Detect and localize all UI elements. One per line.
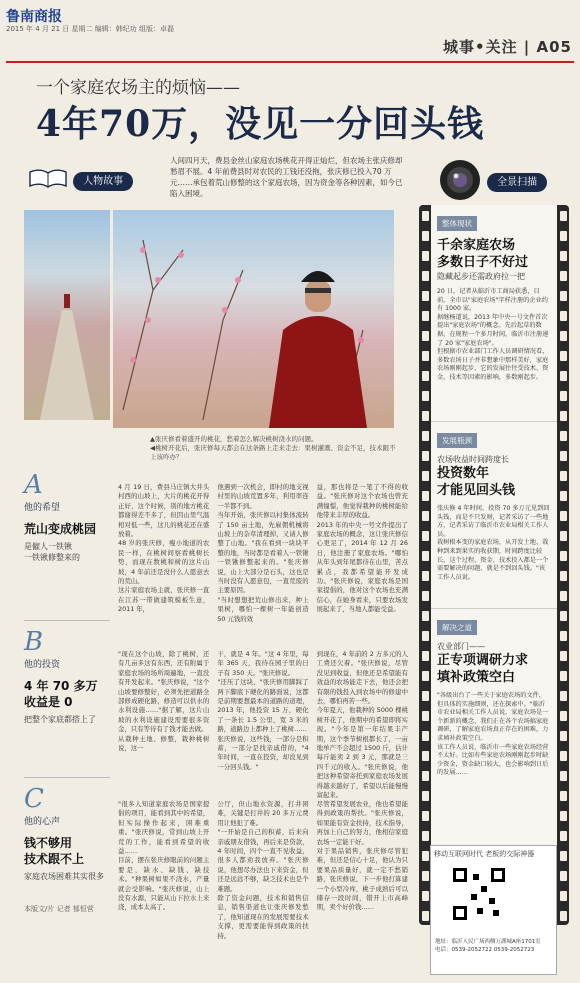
film-strip-sidebar (419, 205, 569, 925)
header-rule (6, 61, 574, 63)
film-section-body: 张庆修 4 年时间，投资 70 多万元见到回头钱，而是不只发财，记者采访了一些地方，记者采访了临沂市农业局相关工作人员。 栽树根本变的家庭农场，从开发土地、栽种到来到果实的收获期，时间跨度比较长，这个过程，资金、技术投入都是一个需要解决的问题，就是不到回头钱。"该工作人员说。 (437, 505, 550, 581)
film-perforation (422, 311, 429, 321)
film-section-tag: 发展瓶颈 (437, 433, 477, 448)
film-perforation (422, 871, 429, 881)
body-column: 他遇到一次机会，即村的地支视村里的山坡荒置多年，利用率连一半都不到。 当年开始，张庆修以村集体流转了 150 亩土地，先雇佣机械将山坡上的杂草清理掉，又请人修整了山地。"我在看到一块块平整的地，当时都是看着人一铁锹一铁锹修整起来的。"张庆修说，山上大部分是石头，这也是当时没有人愿意包，一直荒废的主要原因。 "当时想想把荒山修出来，种上果树，哪怕一棵树一年能创造 50 元钱的效 (217, 483, 309, 623)
film-perforation (560, 691, 567, 701)
film-perforation (422, 751, 429, 761)
film-perforation (422, 431, 429, 441)
headline: 4年70万，没见一分回头钱 (36, 103, 485, 145)
film-perforation (422, 611, 429, 621)
film-perforation (560, 891, 567, 901)
dateline: 2015 年 4 月 21 日 星期二 编辑：韩纪功 组版：卓磊 (6, 25, 174, 33)
photo-caption (150, 435, 400, 462)
key-point-c-label: 他的心声 (24, 817, 61, 827)
ad-address: 地址：临沂人民广场西侧万湖城A座1701室 (435, 939, 541, 945)
film-perforation (422, 551, 429, 561)
film-perforation (422, 331, 429, 341)
film-perforation (422, 711, 429, 721)
section-label: 城事•关注 | A05 (443, 38, 572, 56)
body-column: "现在这个山坡，除了桃树，还有几亩多这有东西，还有附属于家庭农场的场所周遍地，一直没有开发起来。"张庆修说，"这个山坡要修整好，必须先把道路全部修成硬化路，修造可以供水的水利设施……"据了解，这片山坡的水利设施建设需要很多资金，只有等待有了钱才能去做。 从栽种土地、修整，栽种桃树说，这一 (118, 650, 210, 753)
film-perforation (560, 371, 567, 381)
film-perforation (422, 491, 429, 501)
film-section-body: 20 日，记者从临沂市工商局获悉，目前，全市以"家庭农场"字样注册的企业约有 1000 家。 据继杨道说，2013 年中央一号文件首次提出"家庭农场"的概念。先后起草的数据，在规程一个多月时间，临沂市注册递了 20 家"家庭农场"。 但根据市农业部门工作人员调研情况看，多数农场日子并非想象中那样美好，家庭农场刚刚起步，它的发展往往受技术、资金、技术等因素的影响，多数刚起步。 (437, 288, 549, 381)
caption-2: ◀桃树开花后，张庆修每天都会在这条路上走来走去：果树灌溉、资金不足，技术跟不上该咋办？ (150, 444, 396, 461)
key-point-a-sm: 是僱人一铁锹 一铁锹修整来的 (24, 542, 80, 562)
film-perforation (422, 651, 429, 661)
film-section-solution (431, 608, 557, 845)
film-perforation (560, 911, 567, 921)
film-perforation (422, 891, 429, 901)
film-perforation (560, 711, 567, 721)
film-perforation (560, 231, 567, 241)
body-column: 尽管希望发展农业，他也希望能得到政策的帮扶。"张庆修说，如果能有资金扶持，技术指导，再加上自己的努力，他相信家庭农场一定能干好。 对于果品销售，张庆修尽管犯难，但还是信心十足，他认为只要果品质量好，就一定不愁销路，张庆修说，下一步他打算建一个小型冷库，桃子成熟后可以储存一段时间，错开上市高峰期，卖个好价钱…… (316, 800, 408, 912)
intro-paragraph: 人间四月天，费县金丝山家庭农场桃花开得正灿烂，但农场主张庆修却愁眉不展。4 年前费县时对农民的工钱还没拖，张庆修已投入70 万元……承包着荒山修整的这个家庭农场，因为资金等各种因素，如今已陷入困境。 (170, 156, 403, 198)
road-illustration (24, 210, 110, 420)
film-perforation (560, 411, 567, 421)
film-perforation (422, 471, 429, 481)
body-column: 益，那也将是一笔了不得的收益。"张庆修对这个农场也曾充满憧憬，他觉得栽种的桃树能给他带来丰厚的收益。 2013 年的中央一号文件提出了家庭农场的概念，这让张庆修信心更足了，2014 年 12 月 26 日，他注册了家庭农场。"哪怕从年头到年尾都待在山里，苦点累点，我都希望能开发成功。"张庆修说，家庭农场是国家提倡的，他对这个农场也充满信心，在她身看来，只要农场发展起来了，当地人都能受益。 (316, 483, 408, 614)
farmer-figure (64, 294, 70, 308)
key-point-a (24, 470, 110, 620)
film-perforation (560, 531, 567, 541)
film-perforation (560, 811, 567, 821)
film-perforation (560, 251, 567, 261)
film-strip-content (431, 205, 557, 925)
film-section-pre: 农场收益时间跨度长 (437, 455, 509, 464)
film-perforation (560, 331, 567, 341)
film-perforation (422, 771, 429, 781)
film-section-head: 正专项调研力求 填补政策空白 (437, 653, 529, 685)
film-perforation (560, 391, 567, 401)
story-rubric-label: 人物故事 (73, 172, 133, 191)
farmer-figure-main (263, 240, 373, 428)
film-perforation (422, 731, 429, 741)
key-point-b-sm: 把整个家底都搭上了 (24, 715, 96, 724)
film-perforation (560, 591, 567, 601)
body-row-2 (118, 650, 408, 800)
film-perforation (422, 911, 429, 921)
film-perforation (560, 831, 567, 841)
film-perforation (422, 371, 429, 381)
film-perforation (560, 751, 567, 761)
film-perforation (422, 631, 429, 641)
key-point-b (24, 620, 110, 777)
film-perforation (422, 671, 429, 681)
body-column: 干，就是 4 年。"这 4 年里，每年 365 天，我待在园子里的日子有 350 天。"张庆修说。 "还压了这块，"张庆修用脚踩了两下脚底下硬化的路面说，这都是前期要想最本的道路的道理，2013 年，他投资 15 万，硬化了一条长 1.5 公里，宽 3 米的路，道路边上都种上了桃树…… 张庆修说，这些钱，一部分是积蓄，一部分是找亲戚借的，"4 年时间，一直在投资，却没见到一分回头钱。" (217, 650, 309, 771)
film-section-sub: 隐藏起步还需政府拉一把 (437, 272, 525, 281)
film-perforation (422, 411, 429, 421)
film-section-bottleneck (431, 421, 557, 608)
film-perforation (560, 651, 567, 661)
key-point-c-sm: 家庭农场困难其实很多 (24, 872, 104, 881)
film-perforation (560, 871, 567, 881)
camera-lens-icon (438, 158, 482, 202)
film-perforation (560, 471, 567, 481)
film-section-status (431, 205, 557, 421)
film-section-tag: 整体现状 (437, 216, 477, 231)
key-point-c-letter: C (24, 784, 44, 814)
body-column: 到现在，4 年前的 2 万多元的人工费还欠着。"张庆修说，尽管没见到收益，但他还是希望能有效益的农场能走下去，他还会把有限的钱投入到农场中的修建中去，哪怕再苦一些。 今年夏天，他栽种的 5000 棵桃树开花了，他期中的希望即将实现。"今年是第一年结果丰产期，这个季节树根都长了，一亩地单产不会超过 1500 斤，估计每斤能卖 2 到 3 元，那就是三四千元的收入。"张庆修说，他把这种希望寄托到家庭农场发展得越来越好了，希望以后能慢慢富起来。 (316, 650, 408, 800)
body-row-1 (118, 483, 408, 643)
film-perforation (560, 451, 567, 461)
key-point-a-letter: A (24, 470, 43, 500)
film-perforation (422, 591, 429, 601)
film-perforation (422, 691, 429, 701)
book-icon (28, 168, 68, 190)
film-perforation (422, 451, 429, 461)
key-point-c (24, 777, 110, 904)
ad-contact (435, 938, 553, 954)
film-perforation (422, 511, 429, 521)
orchard-road-photo (24, 210, 110, 420)
masthead: 鲁南商报 (6, 9, 62, 25)
key-point-a-label: 他的希望 (24, 503, 61, 513)
film-perforation (422, 251, 429, 261)
key-point-c-big: 钱不够用 技术跟不上 (24, 836, 85, 866)
film-perforation (422, 291, 429, 301)
qr-advertisement (430, 845, 557, 975)
ad-title: 移动互联网时代 老板的交际神器 (434, 850, 535, 858)
film-perforation (422, 831, 429, 841)
film-perforation (560, 611, 567, 621)
film-perforation (422, 271, 429, 281)
film-perforation (560, 791, 567, 801)
film-section-tag: 解决之道 (437, 620, 477, 635)
caption-1: ▲张庆修看着盛开的桃花，愁着怎么解决桃树浇水的问题。 (150, 435, 318, 443)
body-column: 4 月 19 日，费县马庄镇大井头村西的山坡上，大片的桃花开得正好，这个时候，别的地方桃花都谢得差不多了，但因山里气温相对低一些，这儿的桃花还在盛放着。 48 岁的张庆修，瘦小地道的农民一样，在桃树间察看桃树长势，而现在数桃和树的这片山坡，4 年前还是没什么人愿意去的荒山。 这片家庭农场主就，张庆修一直在江苏一带做建筑模板生意，2011 年， (118, 483, 210, 614)
body-row-3 (118, 800, 408, 975)
film-perforation (560, 851, 567, 861)
film-perforation (560, 211, 567, 221)
film-perforation (422, 211, 429, 221)
film-perforation (560, 551, 567, 561)
film-perforation (422, 531, 429, 541)
film-perforation (560, 311, 567, 321)
film-section-head: 千余家庭农场 多数日子不好过 (437, 238, 529, 270)
body-column: "很多人知道家庭农场是国家提倡的项目，能看到其中的希望，但实际操作起来，困难重重。"张庆修说，常到山坡上开荒的工作，能看到希望的收益…… 目前，摆在张庆修眼前的问题主要是，缺水、缺钱、缺技术。"种果树如果不浇水，产量就会受影响。"张庆修说，山上没有水源，只能从山下拉水上来浇，成本太高了。 (118, 800, 210, 912)
key-point-b-big: 4 年 70 多万 收益是 0 (24, 679, 98, 709)
film-perforation (560, 351, 567, 361)
key-points-sidebar (24, 470, 110, 915)
headline-kicker: 一个家庭农场主的烦恼—— (36, 78, 240, 98)
film-perforation (422, 571, 429, 581)
film-perforation (422, 351, 429, 361)
qr-code-icon (453, 868, 505, 920)
key-point-b-letter: B (24, 627, 44, 657)
ad-phone: 电话：0539-2052722 0539-2052723 (435, 947, 535, 953)
film-perforation (560, 511, 567, 521)
farmer-portrait-photo (113, 210, 394, 428)
film-perforation (560, 571, 567, 581)
film-perforation (560, 291, 567, 301)
film-perforation (560, 771, 567, 781)
story-rubric (28, 168, 133, 190)
film-section-pre: 农业部门—— (437, 642, 485, 651)
key-point-a-big: 荒山变成桃园 (24, 522, 97, 536)
film-perforation (422, 391, 429, 401)
film-perforation (560, 431, 567, 441)
film-section-body: "各级出台了一些关于家庭农场的文件，但具体的实施细则，还在探索中。"临沂市农业局相关工作人员说，家庭农场是一个新新的概念，我们正在各个农场搞家庭调研，了解家庭农场真正存在的困难，力求填补政策空白。 该工作人员说，临沂市一些家庭农场经营不太好。比如有些家庭农场刚刚起步时缺少资金，资金缺口较大，也会影响到日后的发展…… (437, 692, 549, 777)
film-perforation (560, 731, 567, 741)
film-perforation (422, 791, 429, 801)
byline: 本版文/片 记者 郁恒营 (24, 905, 94, 913)
film-perforation (560, 671, 567, 681)
scan-rubric (438, 158, 547, 202)
scan-rubric-label: 全景扫描 (487, 173, 547, 192)
film-perforation (422, 231, 429, 241)
film-perforation (560, 491, 567, 501)
film-section-head: 投资数年 才能见回头钱 (437, 466, 516, 498)
film-perforation (560, 631, 567, 641)
film-perforation (560, 271, 567, 281)
film-perforation (422, 851, 429, 861)
key-point-b-label: 他的投资 (24, 660, 61, 670)
body-column: 公厅，但山地水资源，打井困难，关键是打井的 20 多万元费用让他犯了难。 "一开始是自己的积蓄，后来向亲戚朋友借钱，再后来是贷款，4 年时间，四个一直不见收益，很多人都劝我放弃。"张庆修说，他想尽办法也下来资金，但还是远远不够，缺乏技术也是个难题。 除了资金问题，技术和销售信息，销售渠道也让张庆修发愁了，他知道现在的发展需要技术支撑，更需要能得到政策的扶持。 (217, 800, 309, 940)
film-perforation (422, 811, 429, 821)
